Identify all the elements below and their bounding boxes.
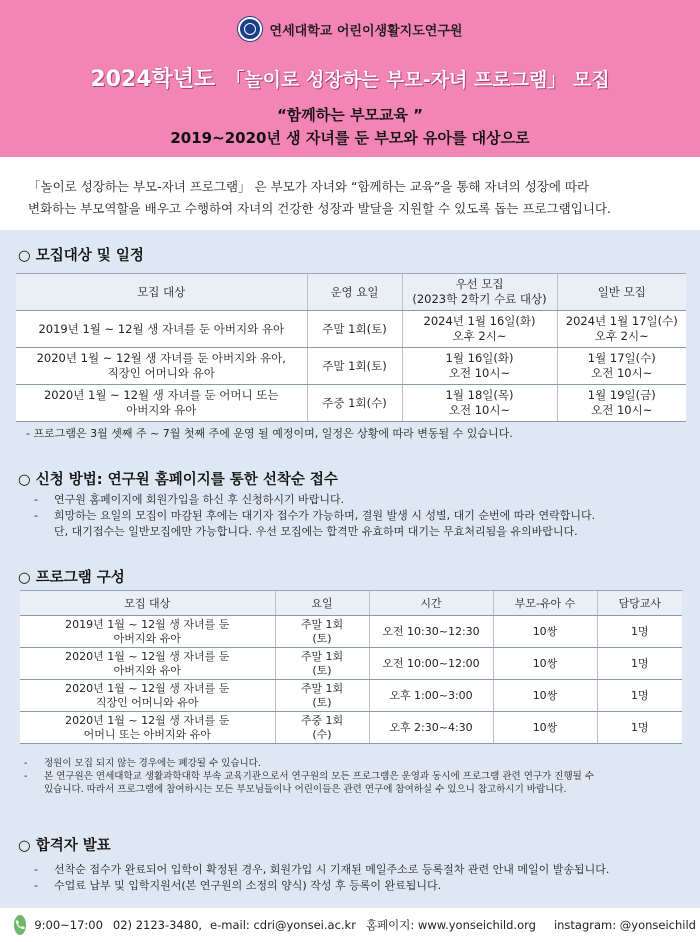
cell-day: 주말 1회 (토) bbox=[275, 680, 369, 712]
table-row bbox=[16, 348, 686, 385]
col-header-general: 일반 모집 bbox=[557, 274, 686, 311]
intro-line: 「놀이로 성장하는 부모-자녀 프로그램」 은 부모가 자녀와 “함께하는 교육”을 통해 자녀의 성장에 따라 bbox=[28, 179, 590, 194]
table-row bbox=[20, 712, 682, 744]
cell-teacher: 1명 bbox=[597, 680, 682, 712]
table-row bbox=[20, 648, 682, 680]
table-row bbox=[16, 311, 686, 348]
section-title-schedule: ○ 모집대상 및 일정 bbox=[18, 248, 144, 264]
cell-target: 2020년 1월 ~ 12월 생 자녀를 둔 아버지와 유아, 직장인 어머니와 유아 bbox=[16, 348, 307, 385]
cell-teacher: 1명 bbox=[597, 616, 682, 648]
university-seal-icon bbox=[238, 17, 262, 41]
application-list bbox=[34, 492, 595, 540]
title-program: 「놀이로 성장하는 부모-자녀 프로그램」 모집 bbox=[225, 69, 610, 91]
list-item: - 연구원 홈페이지에 회원가입을 하신 후 신청하시기 바랍니다. bbox=[34, 492, 595, 508]
title-year: 2024학년도 bbox=[90, 67, 216, 92]
section-title-program: ○ 프로그램 구성 bbox=[18, 570, 125, 586]
cell-time: 오전 10:30~12:30 bbox=[369, 616, 493, 648]
intro-text bbox=[28, 176, 678, 220]
email-link[interactable]: e-mail: cdri@yonsei.ac.kr bbox=[210, 918, 356, 932]
cell-target: 2020년 1월 ~ 12월 생 자녀를 둔 어머니 또는 아버지와 유아 bbox=[16, 385, 307, 422]
table-row bbox=[20, 680, 682, 712]
cell-general: 2024년 1월 17일(수) 오후 2시~ bbox=[557, 311, 686, 348]
cell-general: 1월 19일(금) 오전 10시~ bbox=[557, 385, 686, 422]
list-item: - 선착순 접수가 완료되어 입학이 확정된 경우, 회원가입 시 기재된 메일주소로 등록절차 관련 안내 메일이 발송됩니다. bbox=[34, 862, 609, 878]
cell-target: 2019년 1월 ~ 12월 생 자녀를 둔 아버지와 유아 bbox=[16, 311, 307, 348]
cell-day: 주말 1회(토) bbox=[307, 348, 402, 385]
section-title-application: ○ 신청 방법: 연구원 홈페이지를 통한 선착순 접수 bbox=[18, 472, 338, 488]
list-item: - 본 연구원은 연세대학교 생활과학대학 부속 교육기관으로서 연구원의 모든 프로그램은 운영과 동시에 프로그램 관련 연구가 진행될 수 bbox=[24, 770, 692, 783]
subtitle-target: 2019~2020년 생 자녀를 둔 부모와 유아를 대상으로 bbox=[170, 129, 530, 147]
table-header-row bbox=[20, 591, 682, 616]
cell-time: 오전 10:00~12:00 bbox=[369, 648, 493, 680]
cell-day: 주말 1회(토) bbox=[307, 311, 402, 348]
announcement-list bbox=[34, 862, 609, 894]
page-title bbox=[0, 62, 700, 93]
list-item: - 희망하는 요일의 모집이 마감된 후에는 대기자 접수가 가능하며, 결원 발생 시 성별, 대기 순번에 따라 연락합니다. bbox=[34, 508, 595, 524]
table-header-row bbox=[16, 274, 686, 311]
list-item: - 수업료 납부 및 입학지원서(본 연구원의 소정의 양식) 작성 후 등록이 완료됩니다. bbox=[34, 878, 609, 894]
cell-teacher: 1명 bbox=[597, 712, 682, 744]
institution-name: 연세대학교 어린이생활지도연구원 bbox=[269, 23, 463, 39]
cell-pairs: 10쌍 bbox=[493, 616, 597, 648]
section-title-announcement: ○ 합격자 발표 bbox=[18, 838, 111, 854]
cell-day: 주말 1회 (토) bbox=[275, 648, 369, 680]
list-item-continued: 있습니다. 따라서 프로그램에 참여하시는 모든 부모님들이나 어린이들은 관련 연구에 참여하실 수 있으니 참고하시기 바랍니다. bbox=[44, 784, 567, 795]
cell-target: 2019년 1월 ~ 12월 생 자녀를 둔 아버지와 유아 bbox=[20, 616, 275, 648]
schedule-table bbox=[16, 273, 686, 422]
table-row bbox=[20, 616, 682, 648]
col-header-day: 요일 bbox=[275, 591, 369, 616]
cell-day: 주말 1회 (토) bbox=[275, 616, 369, 648]
cell-teacher: 1명 bbox=[597, 648, 682, 680]
cell-priority: 2024년 1월 16일(화) 오후 2시~ bbox=[402, 311, 557, 348]
office-hours: 9:00~17:00 bbox=[34, 918, 103, 932]
cell-target: 2020년 1월 ~ 12월 생 자녀를 둔 직장인 어머니와 유아 bbox=[20, 680, 275, 712]
list-item: - 정원이 모집 되지 않는 경우에는 폐강될 수 있습니다. bbox=[24, 757, 692, 770]
contact-footer bbox=[0, 908, 700, 942]
program-notes bbox=[24, 757, 692, 796]
phone-number: 02) 2123-3480, bbox=[112, 918, 203, 932]
program-table bbox=[20, 590, 682, 744]
col-header-priority: 우선 모집 (2023학 2학기 수료 대상) bbox=[402, 274, 557, 311]
col-header-time: 시간 bbox=[369, 591, 493, 616]
homepage-link[interactable]: 홈페이지: www.yonseichild.org bbox=[365, 918, 536, 932]
schedule-note: - 프로그램은 3월 셋째 주 ~ 7월 첫째 주에 운영 될 예정이며, 일정은 상황에 따라 변동될 수 있습니다. bbox=[26, 427, 513, 440]
col-header-day: 운영 요일 bbox=[307, 274, 402, 311]
table-row bbox=[16, 385, 686, 422]
header-banner bbox=[0, 0, 700, 157]
cell-pairs: 10쌍 bbox=[493, 712, 597, 744]
list-item-continued: 단, 대기접수는 일반모집에만 가능합니다. 우선 모집에는 합격만 유효하며 대기는 무효처리됨을 유의바랍니다. bbox=[54, 525, 578, 538]
subtitle-slogan: “함께하는 부모교육 ” bbox=[276, 106, 424, 124]
col-header-target: 모집 대상 bbox=[16, 274, 307, 311]
col-header-pairs: 부모-유아 수 bbox=[493, 591, 597, 616]
institution-row bbox=[0, 17, 700, 41]
cell-time: 오후 2:30~4:30 bbox=[369, 712, 493, 744]
cell-priority: 1월 16일(화) 오전 10시~ bbox=[402, 348, 557, 385]
cell-target: 2020년 1월 ~ 12월 생 자녀를 둔 어머니 또는 아버지와 유아 bbox=[20, 712, 275, 744]
col-header-teacher: 담당교사 bbox=[597, 591, 682, 616]
phone-icon bbox=[14, 915, 26, 935]
cell-target: 2020년 1월 ~ 12월 생 자녀를 둔 아버지와 유아 bbox=[20, 648, 275, 680]
cell-day: 주중 1회 (수) bbox=[275, 712, 369, 744]
cell-pairs: 10쌍 bbox=[493, 648, 597, 680]
cell-time: 오후 1:00~3:00 bbox=[369, 680, 493, 712]
cell-pairs: 10쌍 bbox=[493, 680, 597, 712]
instagram-link[interactable]: instagram: @yonseichild bbox=[553, 918, 696, 932]
intro-line: 변화하는 부모역할을 배우고 수행하여 자녀의 건강한 성장과 발달을 지원할 수 있도록 돕는 프로그램입니다. bbox=[28, 201, 611, 216]
cell-day: 주중 1회(수) bbox=[307, 385, 402, 422]
col-header-target: 모집 대상 bbox=[20, 591, 275, 616]
cell-general: 1월 17일(수) 오전 10시~ bbox=[557, 348, 686, 385]
cell-priority: 1월 18일(목) 오전 10시~ bbox=[402, 385, 557, 422]
